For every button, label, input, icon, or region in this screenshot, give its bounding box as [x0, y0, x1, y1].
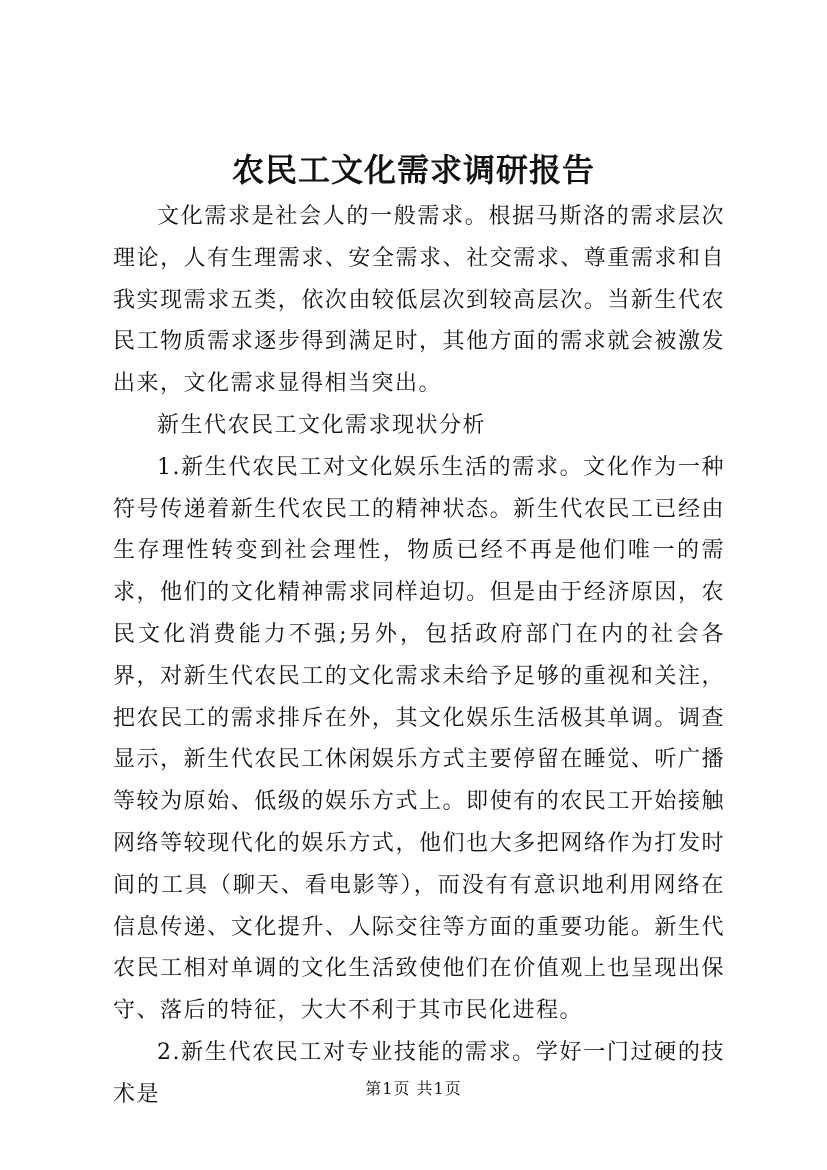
document-body — [113, 196, 725, 1116]
section-heading: 新生代农民工文化需求现状分析 — [157, 412, 487, 438]
paragraph-intro: 文化需求是社会人的一般需求。根据马斯洛的需求层次理论，人有生理需求、安全需求、社交需求、尊重需求和自我实现需求五类，依次由较低层次到较高层次。当新生代农民工物质需求逐步得到满足时，其他方面的需求就会被激发出来，文化需求显得相当突出。 — [113, 204, 725, 397]
paragraph-professional-skills: 2.新生代农民工对专业技能的需求。学好一门过硬的技术是 — [113, 1039, 725, 1107]
page-footer: 第1页 共1页 — [365, 1079, 462, 1098]
document-title: 农民工文化需求调研报告 — [231, 151, 595, 189]
paragraph-cultural-entertainment: 1.新生代农民工对文化娱乐生活的需求。文化作为一种符号传递着新生代农民工的精神状态。新生代农民工已经由生存理性转变到社会理性，物质已经不再是他们唯一的需求，他们的文化精神需求同样迫切。但是由于经济原因，农民文化消费能力不强;另外，包括政府部门在内的社会各界，对新生代农民工的文化需求未给予足够的重视和关注，把农民工的需求排斥在外，其文化娱乐生活极其单调。调查显示，新生代农民工休闲娱乐方式主要停留在睡觉、听广播等较为原始、低级的娱乐方式上。即使有的农民工开始接触网络等较现代化的娱乐方式，他们也大多把网络作为打发时间的工具（聊天、看电影等），而没有有意识地利用网络在信息传递、文化提升、人际交往等方面的重要功能。新生代农民工相对单调的文化生活致使他们在价值观上也呈现出保守、落后的特征，大大不利于其市民化进程。 — [113, 454, 725, 1024]
